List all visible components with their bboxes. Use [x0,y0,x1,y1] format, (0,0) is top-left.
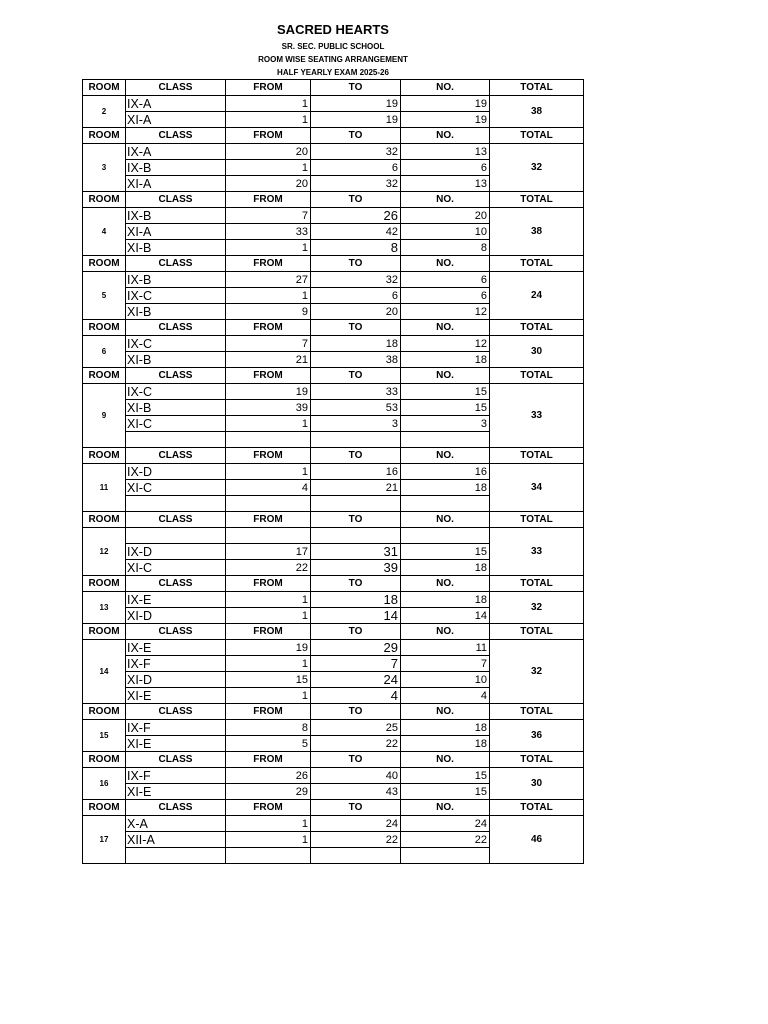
room-number: 4 [83,208,126,256]
count-cell: 22 [401,832,490,848]
from-cell: 9 [226,304,311,320]
room-number: 15 [83,720,126,752]
to-cell: 39 [311,560,401,576]
count-cell: 15 [401,544,490,560]
column-header-class: CLASS [126,624,226,640]
table-row [83,464,584,480]
to-cell: 32 [311,272,401,288]
column-header-from: FROM [226,704,311,720]
column-header-to: TO [311,80,401,96]
room-total: 33 [490,384,584,448]
column-header-from: FROM [226,752,311,768]
empty-cell [311,528,401,544]
header-row [83,800,584,816]
from-cell: 7 [226,208,311,224]
room-number: 17 [83,816,126,864]
count-cell: 12 [401,336,490,352]
to-cell: 26 [311,208,401,224]
to-cell: 32 [311,144,401,160]
to-cell: 3 [311,416,401,432]
count-cell: 4 [401,688,490,704]
table-row [83,144,584,160]
table-row [83,272,584,288]
to-cell: 18 [311,336,401,352]
from-cell: 1 [226,288,311,304]
from-cell: 21 [226,352,311,368]
column-header-room: ROOM [83,576,126,592]
empty-cell [126,496,226,512]
to-cell: 40 [311,768,401,784]
count-cell: 6 [401,272,490,288]
to-cell: 25 [311,720,401,736]
column-header-room: ROOM [83,320,126,336]
column-header-from: FROM [226,448,311,464]
column-header-class: CLASS [126,256,226,272]
column-header-total: TOTAL [490,512,584,528]
from-cell: 8 [226,720,311,736]
class-cell: IX-F [126,720,226,736]
column-header-to: TO [311,704,401,720]
column-header-room: ROOM [83,704,126,720]
class-cell: XI-A [126,112,226,128]
from-cell: 39 [226,400,311,416]
count-cell: 14 [401,608,490,624]
to-cell: 4 [311,688,401,704]
column-header-room: ROOM [83,624,126,640]
from-cell: 22 [226,560,311,576]
from-cell: 1 [226,688,311,704]
from-cell: 1 [226,592,311,608]
count-cell: 7 [401,656,490,672]
column-header-room: ROOM [83,800,126,816]
header-row [83,256,584,272]
column-header-room: ROOM [83,752,126,768]
count-cell: 6 [401,288,490,304]
to-cell: 21 [311,480,401,496]
count-cell: 15 [401,384,490,400]
column-header-to: TO [311,512,401,528]
from-cell: 4 [226,480,311,496]
to-cell: 6 [311,160,401,176]
column-header-no: NO. [401,624,490,640]
class-cell: IX-F [126,656,226,672]
room-number: 9 [83,384,126,448]
from-cell: 15 [226,672,311,688]
count-cell: 8 [401,240,490,256]
column-header-no: NO. [401,512,490,528]
school-subtitle: SR. SEC. PUBLIC SCHOOL [281,42,385,51]
column-header-class: CLASS [126,80,226,96]
class-cell: IX-E [126,592,226,608]
empty-cell [226,848,311,864]
count-cell: 18 [401,720,490,736]
column-header-room: ROOM [83,448,126,464]
column-header-to: TO [311,320,401,336]
blank-row [83,528,584,544]
column-header-to: TO [311,752,401,768]
column-header-no: NO. [401,320,490,336]
column-header-room: ROOM [83,128,126,144]
table-row [83,720,584,736]
column-header-class: CLASS [126,368,226,384]
class-cell: XI-B [126,304,226,320]
table-row [83,96,584,112]
class-cell: XII-A [126,832,226,848]
from-cell: 1 [226,656,311,672]
class-cell: IX-E [126,640,226,656]
count-cell: 20 [401,208,490,224]
column-header-total: TOTAL [490,192,584,208]
column-header-from: FROM [226,512,311,528]
room-total: 38 [490,208,584,256]
column-header-room: ROOM [83,192,126,208]
empty-cell [311,496,401,512]
class-cell: XI-B [126,352,226,368]
table-row [83,768,584,784]
room-total: 30 [490,768,584,800]
column-header-total: TOTAL [490,368,584,384]
column-header-class: CLASS [126,576,226,592]
from-cell: 19 [226,384,311,400]
count-cell: 3 [401,416,490,432]
count-cell: 16 [401,464,490,480]
column-header-total: TOTAL [490,800,584,816]
column-header-total: TOTAL [490,256,584,272]
room-number: 11 [83,464,126,512]
column-header-from: FROM [226,256,311,272]
from-cell: 5 [226,736,311,752]
column-header-total: TOTAL [490,576,584,592]
class-cell: XI-E [126,688,226,704]
column-header-no: NO. [401,128,490,144]
class-cell: IX-B [126,272,226,288]
to-cell: 8 [311,240,401,256]
count-cell: 18 [401,480,490,496]
class-cell: IX-C [126,288,226,304]
column-header-class: CLASS [126,128,226,144]
class-cell: IX-A [126,96,226,112]
from-cell: 29 [226,784,311,800]
header-row [83,448,584,464]
column-header-class: CLASS [126,512,226,528]
header-row [83,704,584,720]
class-cell: XI-C [126,480,226,496]
header-row [83,576,584,592]
column-header-class: CLASS [126,752,226,768]
empty-cell [311,848,401,864]
empty-cell [401,496,490,512]
column-header-room: ROOM [83,368,126,384]
room-total: 24 [490,272,584,320]
header-row [83,512,584,528]
header-row [83,752,584,768]
count-cell: 13 [401,144,490,160]
column-header-class: CLASS [126,704,226,720]
to-cell: 19 [311,96,401,112]
to-cell: 29 [311,640,401,656]
room-total: 38 [490,96,584,128]
from-cell: 1 [226,608,311,624]
to-cell: 53 [311,400,401,416]
from-cell: 33 [226,224,311,240]
room-number: 5 [83,272,126,320]
column-header-total: TOTAL [490,624,584,640]
to-cell: 6 [311,288,401,304]
from-cell: 26 [226,768,311,784]
column-header-no: NO. [401,192,490,208]
from-cell: 1 [226,832,311,848]
from-cell: 1 [226,160,311,176]
column-header-from: FROM [226,80,311,96]
class-cell: XI-B [126,240,226,256]
table-row [83,384,584,400]
column-header-to: TO [311,800,401,816]
column-header-no: NO. [401,752,490,768]
class-cell: XI-E [126,784,226,800]
to-cell: 22 [311,832,401,848]
column-header-to: TO [311,368,401,384]
room-total: 32 [490,640,584,704]
column-header-to: TO [311,256,401,272]
column-header-from: FROM [226,128,311,144]
class-cell: XI-A [126,224,226,240]
from-cell: 1 [226,816,311,832]
to-cell: 32 [311,176,401,192]
to-cell: 24 [311,816,401,832]
school-title: SACRED HEARTS [277,22,389,37]
room-total: 36 [490,720,584,752]
column-header-no: NO. [401,80,490,96]
empty-cell [401,432,490,448]
class-cell: IX-F [126,768,226,784]
from-cell: 27 [226,272,311,288]
column-header-from: FROM [226,320,311,336]
header-row [83,320,584,336]
column-header-class: CLASS [126,192,226,208]
to-cell: 38 [311,352,401,368]
header-row [83,368,584,384]
class-cell: XI-D [126,608,226,624]
to-cell: 33 [311,384,401,400]
count-cell: 18 [401,352,490,368]
to-cell: 16 [311,464,401,480]
room-number: 2 [83,96,126,128]
count-cell: 15 [401,768,490,784]
room-number: 13 [83,592,126,624]
from-cell: 17 [226,544,311,560]
header-row [83,624,584,640]
empty-cell [126,528,226,544]
column-header-room: ROOM [83,256,126,272]
table-row [83,640,584,656]
class-cell: XI-E [126,736,226,752]
to-cell: 43 [311,784,401,800]
column-header-total: TOTAL [490,448,584,464]
room-number: 6 [83,336,126,368]
count-cell: 15 [401,784,490,800]
count-cell: 10 [401,224,490,240]
from-cell: 1 [226,464,311,480]
count-cell: 18 [401,736,490,752]
column-header-to: TO [311,576,401,592]
class-cell: IX-B [126,160,226,176]
to-cell: 42 [311,224,401,240]
count-cell: 15 [401,400,490,416]
count-cell: 12 [401,304,490,320]
room-total: 32 [490,592,584,624]
column-header-total: TOTAL [490,128,584,144]
class-cell: XI-C [126,416,226,432]
to-cell: 24 [311,672,401,688]
column-header-from: FROM [226,624,311,640]
from-cell: 1 [226,240,311,256]
document-title: ROOM WISE SEATING ARRANGEMENT [258,55,408,64]
from-cell: 20 [226,144,311,160]
column-header-room: ROOM [83,80,126,96]
room-number: 16 [83,768,126,800]
room-total: 46 [490,816,584,864]
header-row [83,192,584,208]
column-header-from: FROM [226,192,311,208]
count-cell: 18 [401,560,490,576]
column-header-to: TO [311,624,401,640]
column-header-class: CLASS [126,320,226,336]
column-header-no: NO. [401,704,490,720]
column-header-no: NO. [401,448,490,464]
room-number: 3 [83,144,126,192]
empty-cell [226,432,311,448]
room-number: 12 [83,528,126,576]
column-header-room: ROOM [83,512,126,528]
to-cell: 20 [311,304,401,320]
count-cell: 19 [401,112,490,128]
class-cell: IX-D [126,464,226,480]
from-cell: 1 [226,416,311,432]
class-cell: IX-D [126,544,226,560]
empty-cell [311,432,401,448]
to-cell: 18 [311,592,401,608]
seating-table [82,79,584,864]
column-header-to: TO [311,192,401,208]
empty-cell [401,528,490,544]
empty-cell [401,848,490,864]
column-header-no: NO. [401,800,490,816]
empty-cell [126,848,226,864]
class-cell: IX-C [126,336,226,352]
count-cell: 6 [401,160,490,176]
table-row [83,816,584,832]
count-cell: 19 [401,96,490,112]
from-cell: 1 [226,96,311,112]
column-header-from: FROM [226,800,311,816]
from-cell: 19 [226,640,311,656]
class-cell: XI-A [126,176,226,192]
column-header-class: CLASS [126,800,226,816]
exam-name: HALF YEARLY EXAM 2025-26 [277,68,389,77]
column-header-no: NO. [401,576,490,592]
room-total: 34 [490,464,584,512]
count-cell: 24 [401,816,490,832]
column-header-total: TOTAL [490,80,584,96]
column-header-from: FROM [226,368,311,384]
column-header-to: TO [311,128,401,144]
class-cell: XI-D [126,672,226,688]
from-cell: 1 [226,112,311,128]
header-row [83,80,584,96]
class-cell: XI-C [126,560,226,576]
room-number: 14 [83,640,126,704]
room-total: 33 [490,528,584,576]
table-row [83,336,584,352]
column-header-class: CLASS [126,448,226,464]
from-cell: 20 [226,176,311,192]
table-row [83,208,584,224]
room-total: 30 [490,336,584,368]
room-total: 32 [490,144,584,192]
empty-cell [126,432,226,448]
table-row [83,592,584,608]
column-header-to: TO [311,448,401,464]
class-cell: IX-B [126,208,226,224]
class-cell: IX-A [126,144,226,160]
column-header-no: NO. [401,256,490,272]
column-header-total: TOTAL [490,704,584,720]
to-cell: 19 [311,112,401,128]
header-row [83,128,584,144]
column-header-no: NO. [401,368,490,384]
to-cell: 14 [311,608,401,624]
class-cell: XI-B [126,400,226,416]
to-cell: 31 [311,544,401,560]
empty-cell [226,528,311,544]
count-cell: 10 [401,672,490,688]
class-cell: X-A [126,816,226,832]
column-header-total: TOTAL [490,320,584,336]
class-cell: IX-C [126,384,226,400]
column-header-total: TOTAL [490,752,584,768]
count-cell: 13 [401,176,490,192]
empty-cell [226,496,311,512]
from-cell: 7 [226,336,311,352]
count-cell: 11 [401,640,490,656]
to-cell: 22 [311,736,401,752]
count-cell: 18 [401,592,490,608]
to-cell: 7 [311,656,401,672]
column-header-from: FROM [226,576,311,592]
